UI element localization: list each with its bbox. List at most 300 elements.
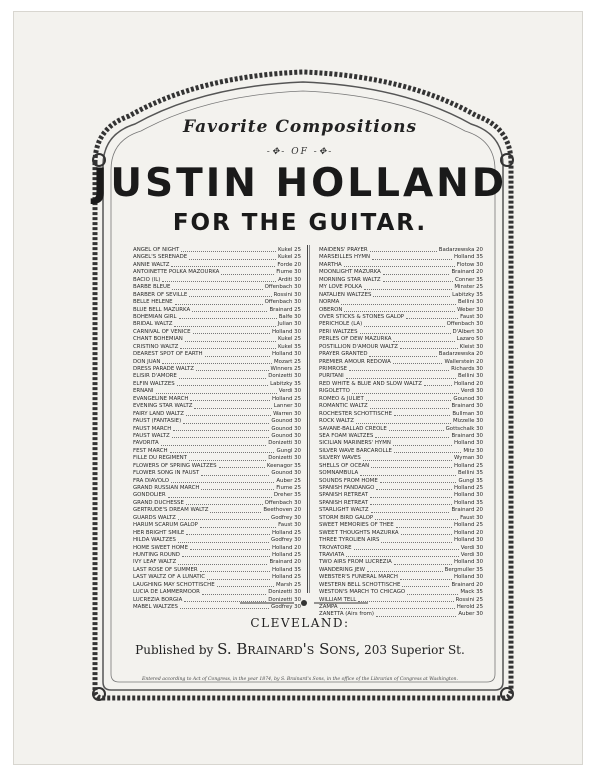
composer-price: Warren 30 xyxy=(273,410,301,417)
composer-price: Offenbach 30 xyxy=(264,284,301,291)
dot-leader xyxy=(189,455,266,460)
composer-price: Donizetti 30 xyxy=(268,455,301,462)
dot-leader xyxy=(376,485,452,490)
dot-leader xyxy=(186,500,263,505)
list-item xyxy=(319,329,483,336)
dot-leader xyxy=(201,485,274,490)
composer-price: Verdi 30 xyxy=(460,544,483,551)
dot-leader xyxy=(383,277,453,282)
composition-title: HUNTING ROUND xyxy=(133,551,180,558)
list-item xyxy=(319,433,483,440)
list-item xyxy=(319,411,483,418)
composer-price: Labitzky 35 xyxy=(452,291,483,298)
dot-leader xyxy=(363,455,452,460)
dot-leader xyxy=(366,396,452,401)
composer-price: Brainard 20 xyxy=(451,269,483,276)
composer-price: Mitz 30 xyxy=(463,447,483,454)
dot-leader xyxy=(389,426,444,431)
list-item xyxy=(319,515,483,522)
dot-leader xyxy=(171,262,275,267)
composer-price: Beethoven 20 xyxy=(263,507,301,514)
list-item xyxy=(133,530,301,537)
composition-title: ELFIN WALTZES xyxy=(133,380,175,387)
list-item xyxy=(319,559,483,566)
composer-price: Julian 30 xyxy=(277,321,301,328)
list-item xyxy=(133,396,301,403)
composer-price: D'Albert 30 xyxy=(452,328,483,335)
composer-price: Brainard 20 xyxy=(451,581,483,588)
dot-leader xyxy=(210,507,261,512)
list-item xyxy=(319,366,483,373)
list-item xyxy=(133,574,301,581)
composer-price: Forde 20 xyxy=(277,261,301,268)
list-item xyxy=(133,463,301,470)
composition-title: FAUST (FANTASIE) xyxy=(133,418,182,425)
dot-leader xyxy=(172,284,262,289)
dot-leader xyxy=(370,500,452,505)
dot-leader xyxy=(371,463,452,468)
dot-leader xyxy=(156,388,277,393)
composer-price: Auber 25 xyxy=(276,477,301,484)
composer-price: Gungl 35 xyxy=(458,477,483,484)
list-item xyxy=(133,277,301,284)
dot-leader xyxy=(172,433,270,438)
composer-price: Holland 20 xyxy=(453,380,483,387)
list-item xyxy=(133,500,301,507)
composer-price: Kukel 25 xyxy=(278,336,301,343)
composer-price: Richards 30 xyxy=(451,366,483,372)
composer-price: Mack 35 xyxy=(460,589,483,596)
dot-leader xyxy=(400,344,458,349)
composer-price: Donizetti 30 xyxy=(268,440,301,447)
composition-title: IVY LEAF WALTZ xyxy=(133,559,177,566)
composer-price: Fiume 30 xyxy=(276,269,301,276)
dot-leader xyxy=(356,418,451,423)
composition-title: OBERON xyxy=(319,306,343,313)
composition-title: SILVER WAVE BARCAROLLE xyxy=(319,447,392,454)
dot-leader xyxy=(406,314,458,319)
composition-title: SPANISH FANDANGO xyxy=(319,485,375,491)
composer-price: Offenbach 30 xyxy=(446,321,483,328)
composer-price: Gottschalk 30 xyxy=(445,425,483,432)
list-item xyxy=(133,492,301,499)
list-item xyxy=(133,359,301,366)
list-item xyxy=(319,277,483,284)
list-item xyxy=(133,552,301,559)
composition-title: PRIMROSE xyxy=(319,366,348,372)
composition-title: ZAMPA xyxy=(319,604,338,610)
composition-title: WANDERING JEW xyxy=(319,566,365,573)
list-item xyxy=(133,247,301,254)
composition-title: PRAYER GRANTED xyxy=(319,351,368,358)
composition-title: BELLE HELENE xyxy=(133,299,173,306)
dot-leader xyxy=(202,589,266,594)
list-item xyxy=(133,321,301,328)
composition-title: SOMNAMBULA xyxy=(319,470,359,477)
dot-leader xyxy=(192,307,267,312)
composer-price: Labitzky 35 xyxy=(270,380,301,387)
list-item xyxy=(133,329,301,336)
composition-title: FAUST WALTZ xyxy=(133,432,170,439)
list-item xyxy=(133,351,301,358)
composer-price: Holland 35 xyxy=(453,499,483,506)
composition-title: MARSEILLES HYMN xyxy=(319,254,371,261)
composition-title: MOONLIGHT MAZURKA xyxy=(319,269,381,276)
dot-leader xyxy=(201,470,269,475)
dot-leader xyxy=(174,321,275,326)
dot-leader xyxy=(364,284,452,289)
composition-title: ANTOINETTE POLKA MAZOURKA xyxy=(133,269,220,276)
dot-leader xyxy=(170,448,275,453)
composer-price: Bellini 30 xyxy=(458,373,483,380)
list-item xyxy=(133,537,301,544)
composer-price: Brainard 20 xyxy=(451,507,483,514)
dot-leader xyxy=(186,411,271,416)
composer-price: Kukel 25 xyxy=(278,254,301,261)
composer-price: Badarzewska 20 xyxy=(438,351,483,358)
list-item xyxy=(133,545,301,552)
composer-price: Faust 30 xyxy=(460,313,483,320)
composition-title: ROCHESTER SCHOTTISCHE xyxy=(319,410,392,417)
composition-title: RED WHITE & BLUE AND SLOW WALTZ xyxy=(319,380,422,387)
dot-leader xyxy=(354,545,459,550)
dot-leader xyxy=(401,530,452,535)
composition-title: SPANISH RETREAT xyxy=(319,499,368,506)
composition-title: BARBER OF SEVILLE xyxy=(133,291,188,298)
list-item xyxy=(319,470,483,477)
composition-title: GONDOLIER xyxy=(133,492,166,499)
list-item xyxy=(319,254,483,261)
composition-title: PERLES OF DEW MAZURKA xyxy=(319,336,392,343)
list-item xyxy=(319,418,483,425)
dot-leader xyxy=(371,507,450,512)
composition-title: ERNANI xyxy=(133,388,154,395)
composition-title: HER BRIGHT SMILE xyxy=(133,529,185,536)
dot-leader xyxy=(424,381,452,386)
dot-leader xyxy=(394,411,450,416)
publisher-name: S. Brainard's Sons, xyxy=(217,640,361,658)
dot-leader xyxy=(180,344,276,349)
dot-leader xyxy=(373,292,450,297)
dot-leader xyxy=(346,373,456,378)
publisher-address: 203 Superior St. xyxy=(364,643,465,657)
composer-price: Kleist 30 xyxy=(459,343,483,350)
composer-price: Weber 30 xyxy=(457,306,483,313)
dot-leader xyxy=(207,574,270,579)
list-item xyxy=(133,448,301,455)
composition-title: SICILIAN MARINERS' HYMN xyxy=(319,440,391,447)
copyright-notice: Entered according to Act of Congress, in the year 1874, by S. Brainard's Sons, in the office of the Librarian of Congress at Washington. xyxy=(142,677,458,682)
list-item xyxy=(133,433,301,440)
composition-title: LAST WALTZ OF A LUNATIC xyxy=(133,574,206,581)
composer-price: Wallerstein 20 xyxy=(444,358,483,365)
composition-title: PERICHOLE (LA) xyxy=(319,321,363,328)
composer-price: Conner 35 xyxy=(454,276,483,283)
composition-title: NORMA xyxy=(319,299,340,306)
composer-price: Offenbach 30 xyxy=(264,299,301,306)
composer-price: Holland 30 xyxy=(453,574,483,581)
list-item xyxy=(133,344,301,351)
dot-leader xyxy=(367,567,443,572)
composer-price: Gungl 20 xyxy=(276,447,301,454)
composer-price: Rossini 30 xyxy=(273,291,301,298)
list-item xyxy=(319,314,483,321)
dot-leader xyxy=(396,522,452,527)
column-divider xyxy=(307,245,308,593)
list-item xyxy=(319,321,483,328)
composition-title: FAVORITA xyxy=(133,440,159,447)
composition-title: ROCK WALTZ xyxy=(319,418,354,425)
list-item xyxy=(319,359,483,366)
composition-title: MORNING STAR WALTZ xyxy=(319,276,381,283)
composer-price: Holland 30 xyxy=(271,351,301,358)
dot-leader xyxy=(189,254,276,259)
list-item xyxy=(133,373,301,380)
list-item xyxy=(133,418,301,425)
composition-title: BRIDAL WALTZ xyxy=(133,321,173,328)
composition-title: ROMANTIC WALTZ xyxy=(319,403,368,410)
dot-leader xyxy=(346,552,459,557)
list-item xyxy=(319,284,483,291)
list-item xyxy=(133,470,301,477)
list-item xyxy=(319,269,483,276)
dot-leader xyxy=(190,396,270,401)
dot-leader xyxy=(217,582,274,587)
dot-leader xyxy=(183,418,269,423)
list-item xyxy=(133,515,301,522)
divider-ornament xyxy=(240,598,368,608)
list-item xyxy=(133,262,301,269)
instrument-subtitle: FOR THE GUITAR. xyxy=(172,210,428,236)
list-item xyxy=(133,522,301,529)
dot-leader xyxy=(349,366,449,371)
composition-title: WESTON'S MARCH TO CHICAGO xyxy=(319,589,406,596)
composer-price: Holland 30 xyxy=(453,492,483,499)
list-item xyxy=(319,262,483,269)
list-item xyxy=(319,582,483,589)
dot-leader xyxy=(194,403,271,408)
composer-price: Bullman 30 xyxy=(452,410,483,417)
dot-leader xyxy=(344,307,455,312)
dot-leader xyxy=(369,351,436,356)
composition-title: FRA DIAVOLO xyxy=(133,477,170,484)
favorite-compositions-heading: Favorite Compositions xyxy=(182,117,418,137)
composition-title: RIGOLETTO xyxy=(319,388,350,395)
list-item xyxy=(133,284,301,291)
composition-title: ELISIR D'AMORE xyxy=(133,373,177,380)
dot-leader xyxy=(341,299,456,304)
dot-leader xyxy=(196,366,269,371)
list-item xyxy=(133,388,301,395)
composer-price: Holland 25 xyxy=(271,551,301,558)
of-word: OF xyxy=(291,147,309,157)
composer-price: Flotow 30 xyxy=(456,261,483,268)
composition-title: ROMEO & JULIET xyxy=(319,395,364,402)
list-item xyxy=(133,254,301,261)
list-item xyxy=(319,463,483,470)
dot-leader xyxy=(360,470,456,475)
composer-price: Verdi 30 xyxy=(460,388,483,395)
composition-title: WILLIAM TELL xyxy=(319,596,357,603)
composition-title: MAIDENS' PRAYER xyxy=(319,247,368,253)
dot-leader xyxy=(179,373,266,378)
dot-leader xyxy=(205,351,270,356)
composer-price: Gounod 30 xyxy=(271,425,301,432)
list-item xyxy=(319,485,483,492)
list-item xyxy=(319,247,483,254)
composition-title: NATALIEN WALTZES xyxy=(319,291,372,298)
composition-title: MABEL WALTZES xyxy=(133,604,178,610)
composer-price: Holland 20 xyxy=(271,544,301,551)
list-item xyxy=(319,396,483,403)
dot-leader xyxy=(186,530,270,535)
list-item xyxy=(319,522,483,529)
composition-title: EVANGELINE MARCH xyxy=(133,395,189,402)
dot-leader xyxy=(221,269,274,274)
composer-price: Fiume 25 xyxy=(276,485,301,491)
composer-price: Holland 30 xyxy=(453,537,483,544)
list-item xyxy=(133,582,301,589)
list-item xyxy=(319,500,483,507)
list-item xyxy=(133,478,301,485)
dot-leader xyxy=(190,545,270,550)
dot-leader xyxy=(200,522,276,527)
composition-title: WEBSTER'S FUNERAL MARCH xyxy=(319,574,398,581)
dot-leader xyxy=(375,515,458,520)
dot-leader xyxy=(393,359,443,364)
composition-title: ZANETTA (Airs from) xyxy=(319,611,374,618)
composer-price: Holland 30 xyxy=(271,328,301,335)
composition-title: THREE TYROLIEN AIRS xyxy=(319,537,380,544)
composer-price: Holland 30 xyxy=(453,559,483,566)
dot-leader xyxy=(375,433,449,438)
composer-price: Gounod 30 xyxy=(271,432,301,439)
composer-price: Winners 25 xyxy=(270,366,301,372)
list-item xyxy=(133,455,301,462)
list-item xyxy=(319,299,483,306)
composition-title: FLOWERS OF SPRING WALTZES xyxy=(133,462,217,469)
composer-price: Bergmuller 35 xyxy=(444,566,483,573)
composer-price: Gounod 30 xyxy=(271,470,301,477)
column-divider-inner xyxy=(309,245,310,593)
list-item xyxy=(319,537,483,544)
composition-title: BLUE BELL MAZURKA xyxy=(133,306,191,313)
composer-price: Holland 25 xyxy=(271,574,301,581)
dot-leader xyxy=(162,359,272,364)
composition-title: TRAVIATA xyxy=(319,551,345,558)
composition-title: BACIO (IL) xyxy=(133,276,161,283)
composer-price: Brainard 25 xyxy=(269,306,301,313)
list-item xyxy=(133,381,301,388)
dot-leader xyxy=(370,492,452,497)
composition-title: DON JUAN xyxy=(133,358,161,365)
composer-price: Donizetti 30 xyxy=(268,589,301,596)
composition-title: FAIRY LAND WALTZ xyxy=(133,410,184,417)
composer-price: Brainard 30 xyxy=(451,432,483,439)
dot-leader xyxy=(383,269,450,274)
composition-title: STARLIGHT WALTZ xyxy=(319,507,369,514)
composition-title: GUARDS WALTZ xyxy=(133,514,176,521)
composition-title: SILVERY WAVES xyxy=(319,455,361,462)
composer-price: Faust 30 xyxy=(460,514,483,521)
composition-title: TROVATORE xyxy=(319,544,352,551)
composer-price: Keenagor 35 xyxy=(266,462,301,469)
dot-leader xyxy=(358,597,453,602)
composer-price: Godfrey 30 xyxy=(271,604,301,610)
composer-price: Gounod 30 xyxy=(453,395,483,402)
composer-price: Herold 25 xyxy=(456,604,483,610)
composition-title: LUCIA DE LAMMERMOOR xyxy=(133,589,200,596)
composition-title: FLOWER SONG IN FAUST xyxy=(133,470,200,477)
right-title-list xyxy=(319,247,483,619)
list-item xyxy=(319,426,483,433)
composition-title: FILLE DU REGIMENT xyxy=(133,455,187,462)
composition-title: HARUM SCARUM GALOP xyxy=(133,522,198,529)
list-item xyxy=(319,336,483,343)
list-item xyxy=(133,485,301,492)
composition-title: LUCREZIA BORGIA xyxy=(133,596,183,603)
composition-title: STORM BIRD GALOP xyxy=(319,514,374,521)
composition-title: PERI WALTZES xyxy=(319,328,358,335)
composer-price: Verdi 30 xyxy=(460,551,483,558)
list-item xyxy=(133,440,301,447)
composition-title: POSTILLION D'AMOUR WALTZ xyxy=(319,343,398,350)
composition-title: SWEET MEMORIES OF THEE xyxy=(319,522,394,529)
composition-title: LAUGHING MAY SCHOTTISCHE xyxy=(133,581,215,588)
composition-title: CARNIVAL OF VENICE xyxy=(133,328,191,335)
publication-city: CLEVELAND: xyxy=(250,616,350,630)
composer-price: Godfrey 30 xyxy=(271,537,301,544)
dot-leader xyxy=(171,478,274,483)
composer-price: Badarzewska 20 xyxy=(438,247,483,253)
composition-title: SWEET THOUGHTS MAZURKA xyxy=(319,529,399,536)
dot-leader xyxy=(178,537,269,542)
publisher-line xyxy=(0,640,600,658)
composer-price: Mozart 25 xyxy=(274,358,301,365)
composition-title: ANGEL'S SERENADE xyxy=(133,254,188,261)
dot-leader xyxy=(200,567,270,572)
composition-title: FEST MARCH xyxy=(133,447,168,454)
composition-title: FAUST MARCH xyxy=(133,425,172,432)
composition-title: MARTHA xyxy=(319,261,342,268)
composer-price: Arditi 30 xyxy=(278,276,301,283)
list-item xyxy=(319,552,483,559)
dot-leader xyxy=(393,440,452,445)
dot-leader xyxy=(185,336,276,341)
dot-leader xyxy=(394,448,461,453)
dot-leader xyxy=(344,262,455,267)
list-item xyxy=(319,545,483,552)
composer-price: Gounod 30 xyxy=(271,418,301,425)
composition-title: SOUNDS FROM HOME xyxy=(319,477,378,484)
list-item xyxy=(133,567,301,574)
list-item xyxy=(319,388,483,395)
list-item xyxy=(133,269,301,276)
composer-price: Dreher 35 xyxy=(273,492,301,499)
composer-price: Brainard 20 xyxy=(269,559,301,566)
list-item xyxy=(319,448,483,455)
composition-title: PREMIER AMOUR REDOWA xyxy=(319,358,391,365)
dot-leader xyxy=(219,463,265,468)
dot-leader xyxy=(178,515,269,520)
composer-price: Holland 25 xyxy=(271,395,301,402)
published-by-label: Published by xyxy=(135,643,214,657)
composition-title: HILDA WALTZES xyxy=(133,537,176,544)
list-item xyxy=(319,344,483,351)
dot-leader xyxy=(381,537,452,542)
list-item xyxy=(319,455,483,462)
composition-title: GRAND RUSSIAN MARCH xyxy=(133,485,200,491)
